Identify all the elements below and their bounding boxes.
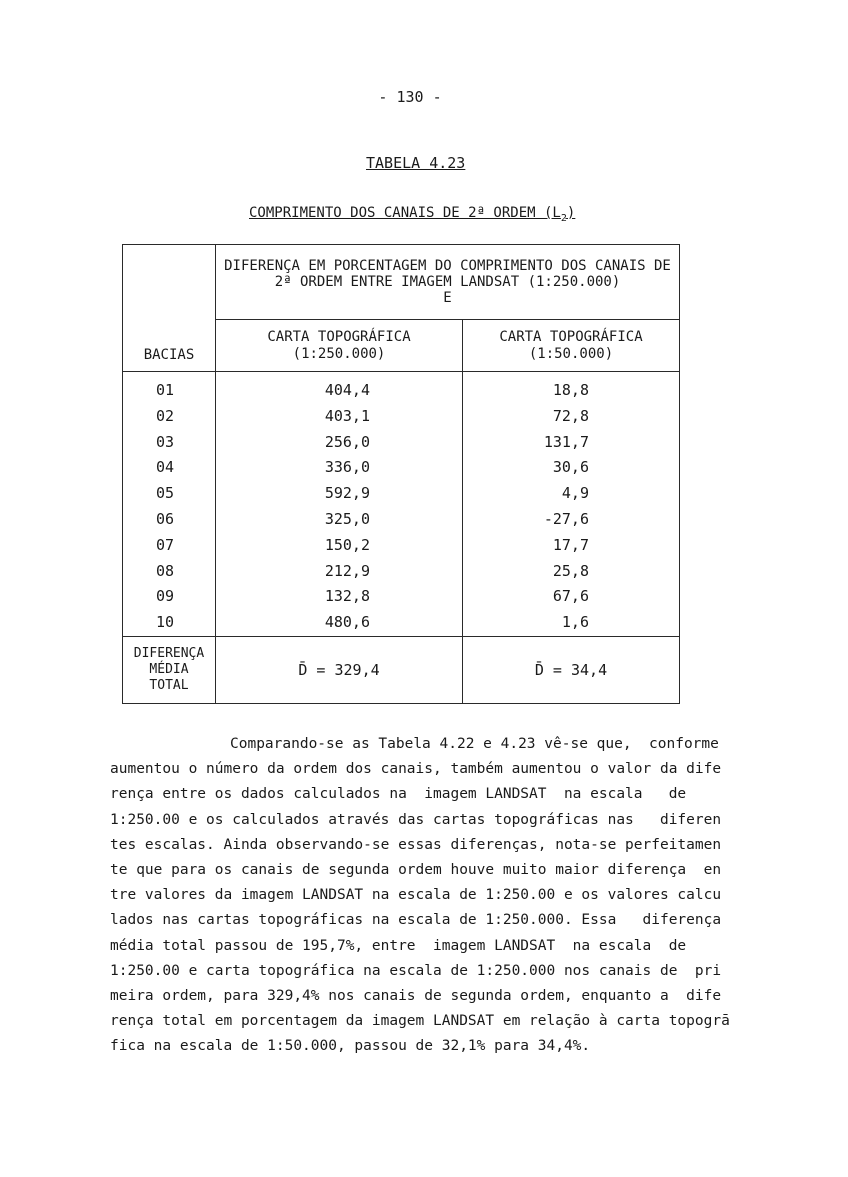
carta-50000-cell: 30,6	[552, 458, 589, 477]
header-carta-50000-line2: (1:50.000)	[528, 345, 614, 362]
bacia-cell: 10	[155, 613, 175, 632]
paragraph-line: 1:250.00 e carta topográfica na escala de 1:250.000 nos canais de pri	[110, 962, 722, 979]
header-carta-50000-line1: CARTA TOPOGRÁFICA	[499, 328, 643, 345]
bacia-cell: 08	[155, 561, 175, 580]
carta-250000-cell: 212,9	[324, 561, 370, 580]
table-subtitle-subscript: 2	[560, 212, 567, 224]
header-difference-line1: DIFERENÇA EM PORCENTAGEM DO COMPRIMENTO DOS CANAIS DE	[224, 258, 671, 275]
table-subtitle-end: )	[566, 205, 576, 221]
bacia-cell: 04	[155, 458, 175, 477]
paragraph-line: te que para os canais de segunda ordem houve muito maior diferença en	[110, 862, 722, 879]
bacia-cell: 02	[155, 406, 175, 425]
carta-250000-cell: 404,4	[324, 381, 370, 399]
bacia-cell: 03	[155, 432, 175, 451]
total-label-line3: TOTAL	[149, 677, 189, 693]
paragraph-line: tre valores da imagem LANDSAT na escala de 1:250.00 e os valores calcu	[110, 887, 722, 904]
body-paragraph	[110, 732, 730, 1060]
page-number: - 130 -	[378, 88, 442, 106]
carta-50000-column	[463, 372, 680, 637]
header-carta-250000	[216, 320, 463, 372]
header-difference-line2: 2ª ORDEM ENTRE IMAGEM LANDSAT (1:250.000)	[274, 274, 621, 291]
header-difference	[216, 245, 680, 320]
carta-250000-cell: 592,9	[324, 484, 370, 503]
paragraph-line: lados nas cartas topográficas na escala de 1:250.000. Essa diferença	[110, 912, 722, 929]
bacia-cell: 05	[155, 484, 175, 503]
carta-50000-cell: 131,7	[543, 432, 589, 451]
carta-250000-cell: 325,0	[324, 509, 370, 528]
carta-50000-cell: 72,8	[552, 406, 589, 425]
header-carta-250000-line1: CARTA TOPOGRÁFICA	[267, 328, 411, 345]
paragraph-line: meira ordem, para 329,4% nos canais de segunda ordem, enquanto a dife	[110, 988, 722, 1005]
header-difference-line3: E	[443, 290, 452, 307]
table-title: TABELA 4.23	[366, 154, 466, 172]
paragraph-line: fica na escala de 1:50.000, passou de 32,1% para 34,4%.	[110, 1038, 591, 1055]
total-label	[123, 636, 216, 703]
total-value-250000: D̄ = 329,4	[216, 636, 463, 703]
paragraph-line: Comparando-se as Tabela 4.22 e 4.23 vê-se que, conforme	[230, 736, 719, 752]
data-table	[122, 244, 680, 704]
carta-50000-cell: -27,6	[543, 509, 589, 528]
paragraph-line: aumentou o número da ordem dos canais, também aumentou o valor da dife	[110, 761, 722, 778]
paragraph-line: média total passou de 195,7%, entre imagem LANDSAT na escala de	[110, 937, 687, 954]
carta-250000-cell: 132,8	[324, 587, 370, 606]
header-carta-50000	[463, 320, 680, 372]
carta-250000-cell: 336,0	[324, 458, 370, 477]
table-subtitle-main: COMPRIMENTO DOS CANAIS DE 2ª ORDEM (L	[249, 205, 561, 221]
bacia-cell: 01	[155, 381, 175, 399]
carta-50000-cell: 18,8	[552, 381, 589, 399]
bacias-column	[123, 372, 216, 637]
bacia-cell: 09	[155, 587, 175, 606]
carta-250000-cell: 480,6	[324, 613, 370, 632]
carta-50000-cell: 25,8	[552, 561, 589, 580]
total-label-line2: MÉDIA	[149, 661, 189, 677]
total-value-50000: D̄ = 34,4	[463, 636, 680, 703]
header-carta-250000-line2: (1:250.000)	[292, 345, 386, 362]
carta-250000-cell: 256,0	[324, 432, 370, 451]
bacia-cell: 06	[155, 509, 175, 528]
carta-250000-cell: 403,1	[324, 406, 370, 425]
paragraph-line: 1:250.00 e os calculados através das cartas topográficas nas diferen	[110, 811, 722, 828]
paragraph-line: tes escalas. Ainda observando-se essas diferenças, nota-se perfeitamen	[110, 836, 722, 853]
paragraph-line: rença entre os dados calculados na imagem LANDSAT na escala de	[110, 786, 687, 803]
bacia-cell: 07	[155, 535, 175, 554]
carta-50000-cell: 17,7	[552, 535, 589, 554]
header-bacias: BACIAS	[123, 245, 216, 372]
carta-50000-cell: 4,9	[561, 484, 589, 503]
paragraph-line: rença total em porcentagem da imagem LANDSAT em relação à carta topogrā	[110, 1013, 730, 1030]
carta-50000-cell: 1,6	[561, 613, 589, 632]
carta-250000-column	[216, 372, 463, 637]
carta-250000-cell: 150,2	[324, 535, 370, 554]
carta-50000-cell: 67,6	[552, 587, 589, 606]
table-subtitle	[249, 205, 575, 224]
total-label-line1: DIFERENÇA	[133, 645, 205, 661]
